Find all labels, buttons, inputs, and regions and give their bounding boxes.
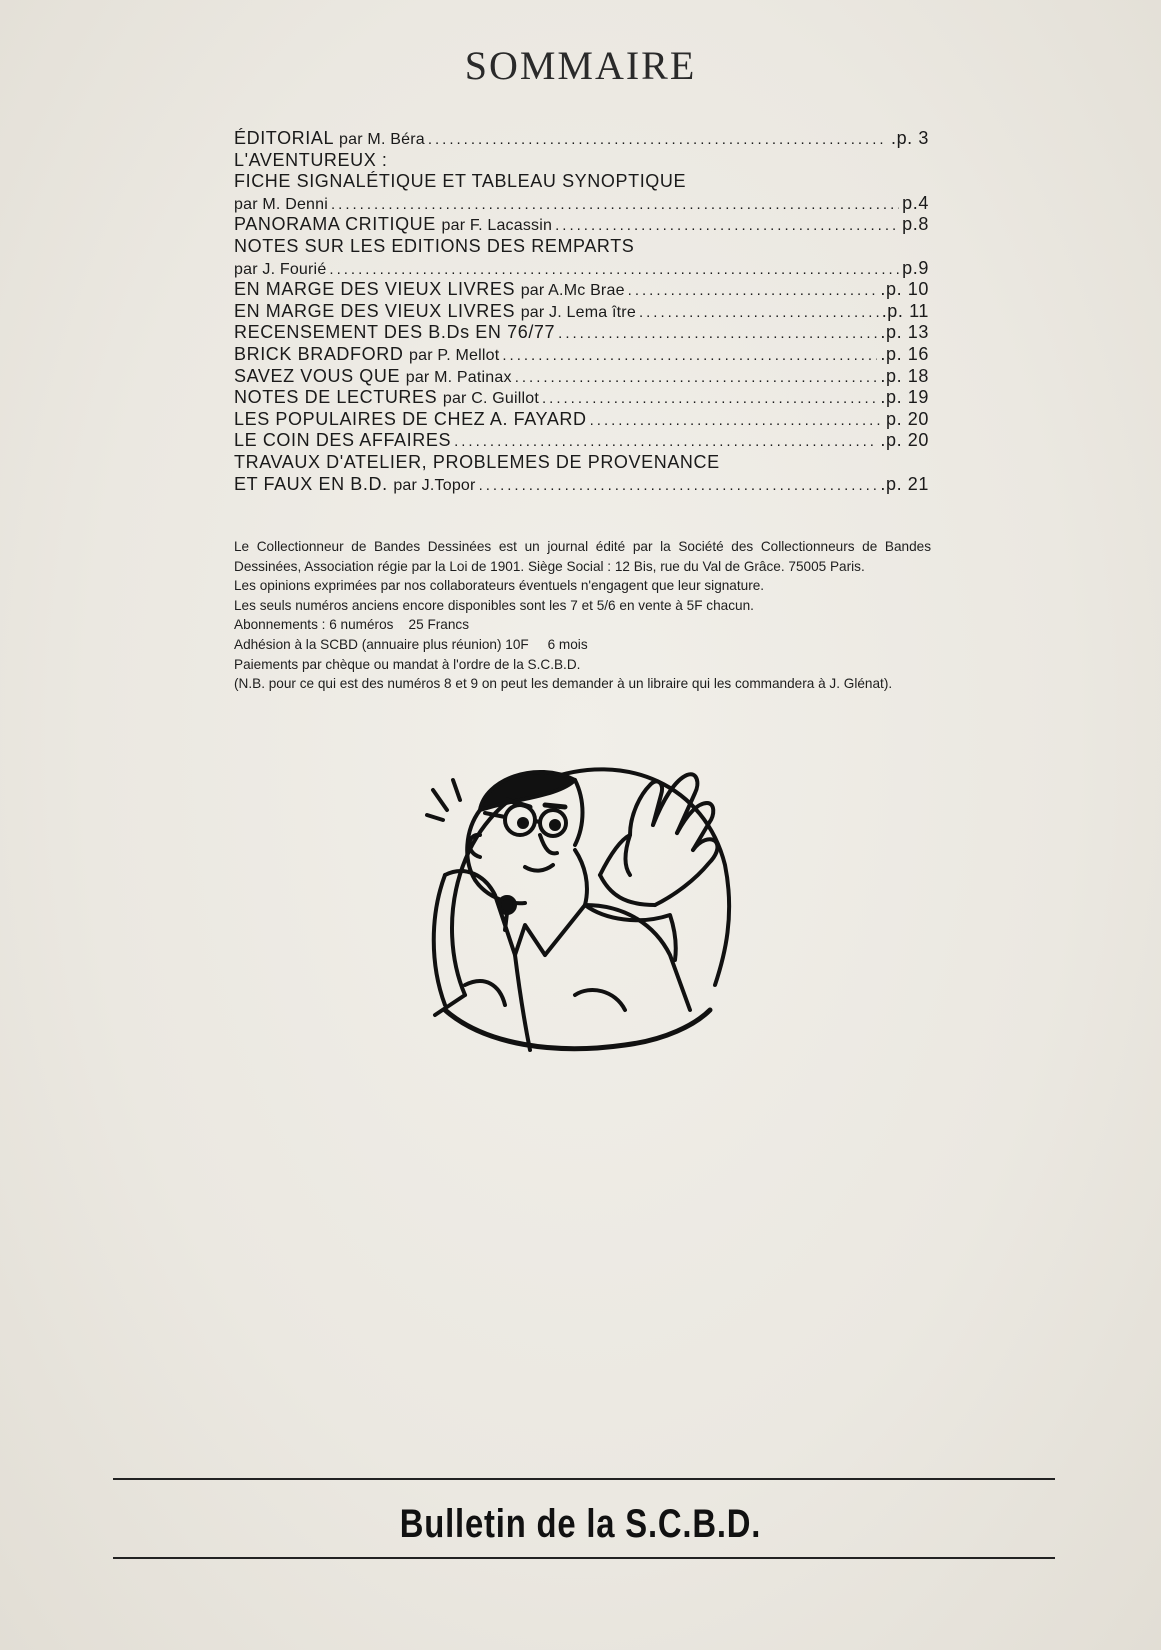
toc-entry: [234, 474, 929, 496]
toc-entry-page: .p. 20: [880, 430, 929, 451]
toc-entry-author: par M. Béra: [339, 131, 425, 148]
toc-entry: [234, 344, 929, 366]
toc-entry-page: p.4: [902, 192, 929, 213]
dot-leader: [558, 323, 877, 345]
toc-entry: [234, 322, 929, 344]
toc-entry: [234, 258, 929, 280]
toc-entry: [234, 409, 929, 431]
toc-entry-author: par P. Mellot: [409, 346, 500, 364]
toc-entry-author: par J. Lema ître: [520, 303, 636, 321]
toc-entry-title: ÉDITORIAL: [234, 128, 334, 148]
footer-rule-bottom: [113, 1557, 1055, 1559]
toc-entry-title: NOTES SUR LES EDITIONS DES REMPARTS: [234, 235, 635, 256]
toc-entry: [234, 128, 929, 150]
toc-entry: [234, 452, 929, 474]
toc-entry-title: BRICK BRADFORD: [234, 343, 404, 364]
dot-leader: [542, 388, 877, 410]
toc-entry: [234, 301, 929, 323]
toc-entry-author: par A.Mc Brae: [520, 282, 625, 300]
toc-entry: [234, 150, 929, 172]
dot-leader: [590, 410, 883, 432]
toc-entry-author: par M. Patinax: [405, 368, 512, 386]
toc-entry-title: PANORAMA CRITIQUE: [234, 214, 436, 235]
toc-entry-title: ET FAUX EN B.D.: [234, 473, 388, 494]
page-title: SOMMAIRE: [464, 43, 697, 88]
toc-entry-author: par M. Denni: [234, 195, 328, 213]
toc-entry-author: par J. Fourié: [234, 260, 327, 278]
toc-entry-page: .p. 3: [890, 128, 929, 148]
toc-entry-page: .p. 18: [880, 365, 929, 386]
toc-entry-title: LE COIN DES AFFAIRES: [234, 430, 452, 451]
footer-title: Bulletin de la S.C.B.D.: [399, 1502, 762, 1546]
dot-leader: [479, 475, 878, 497]
toc-entry-title: TRAVAUX D'ATELIER, PROBLEMES DE PROVENANCE: [234, 451, 720, 472]
dot-leader: [329, 259, 899, 281]
toc-entry-title: NOTES DE LECTURES: [234, 387, 438, 408]
toc-entry-page: .p. 19: [880, 387, 929, 408]
dot-leader: [628, 280, 878, 302]
toc-entry-title: LES POPULAIRES DE CHEZ A. FAYARD: [234, 408, 587, 429]
toc-entry-title: EN MARGE DES VIEUX LIVRES: [234, 279, 516, 300]
toc-entry: [234, 430, 929, 452]
info-membership: Adhésion à la SCBD (annuaire plus réunion) 10F 6 mois: [234, 636, 588, 652]
toc-entry: [234, 214, 929, 236]
dot-leader: [515, 367, 878, 389]
toc-entry: [234, 236, 929, 258]
toc-entry-title: RECENSEMENT DES B.Ds EN 76/77: [234, 322, 556, 343]
toc-entry: [234, 387, 929, 409]
toc-entry-page: p. 20: [885, 408, 929, 429]
dot-leader: [454, 431, 877, 453]
toc-entry-author: par J.Topor: [393, 476, 476, 494]
toc-entry: [234, 193, 929, 215]
table-of-contents: [234, 128, 929, 495]
publication-info: [234, 537, 931, 694]
info-payments: Paiements par chèque ou mandat à l'ordre de la S.C.B.D.: [234, 656, 581, 672]
toc-entry-author: par C. Guillot: [442, 390, 540, 408]
toc-entry-page: .p. 16: [880, 343, 929, 364]
dot-leader: [639, 302, 879, 324]
dot-leader: [331, 194, 899, 216]
toc-entry-title: SAVEZ VOUS QUE: [234, 365, 401, 386]
toc-entry-page: p.8: [902, 214, 929, 235]
toc-entry-page: .p. 11: [881, 300, 929, 321]
footer-rule-top: [113, 1478, 1055, 1480]
info-note: (N.B. pour ce qui est des numéros 8 et 9 on peut les demander à un libraire qui les commandera à J. Glénat).: [234, 676, 893, 692]
info-opinions: Les opinions exprimées par nos collaborateurs éventuels n'engagent que leur signature.: [234, 578, 765, 594]
toc-entry-author: par F. Lacassin: [441, 217, 553, 235]
toc-entry: [234, 171, 929, 193]
toc-entry-page: .p. 10: [880, 279, 929, 300]
toc-entry-page: .p. 21: [880, 473, 929, 494]
dot-leader: [502, 345, 877, 367]
toc-entry-title: FICHE SIGNALÉTIQUE ET TABLEAU SYNOPTIQUE: [234, 171, 687, 192]
toc-entry-page: .p. 13: [880, 322, 929, 343]
dot-leader: [555, 215, 899, 237]
toc-entry-page: p.9: [902, 257, 929, 278]
info-publisher: Le Collectionneur de Bandes Dessinées est un journal édité par la Société des Collectionneurs de Bandes Dessinées, Association régie par la Loi de 1901. Siège Social : 12 Bis, rue du Val de Grâce. 75005 Paris.: [234, 539, 931, 574]
cartoon-detective-waving-icon: [425, 755, 750, 1065]
toc-entry-title: EN MARGE DES VIEUX LIVRES: [234, 300, 516, 321]
info-subscriptions: Abonnements : 6 numéros 25 Francs: [234, 617, 469, 633]
toc-entry-title: L'AVENTUREUX :: [234, 149, 388, 170]
info-back-issues: Les seuls numéros anciens encore disponibles sont les 7 et 5/6 en vente à 5F chacun.: [234, 597, 754, 613]
toc-entry: [234, 279, 929, 301]
toc-entry: [234, 366, 929, 388]
dot-leader: [428, 129, 888, 151]
